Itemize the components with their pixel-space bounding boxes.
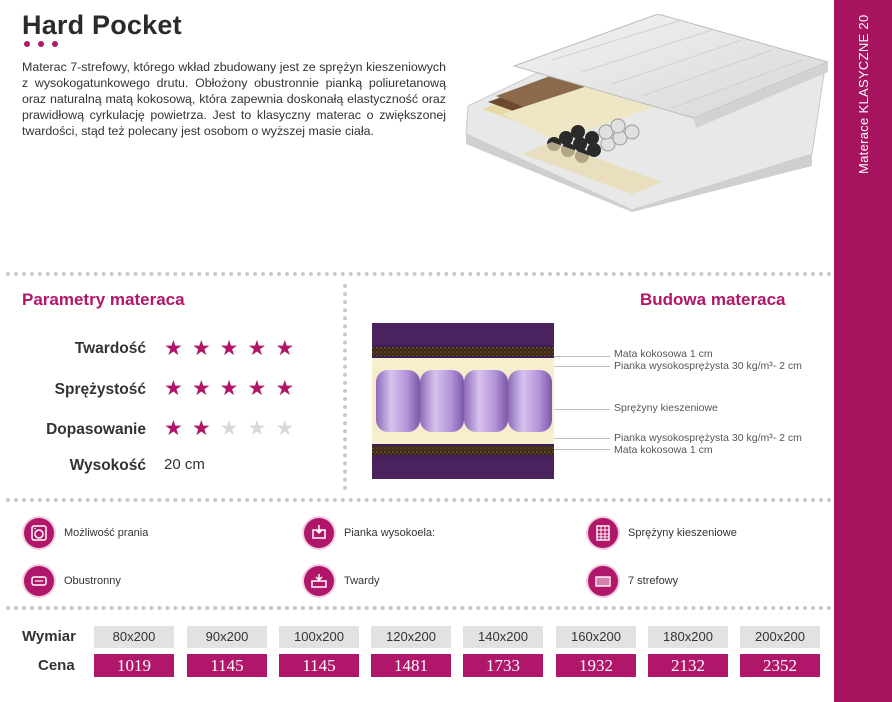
product-description: Materac 7-strefowy, którego wkład zbudowany jest ze sprężyn kieszeniowych z wysokogatunkowego drutu. Obłożony obustronnie pianką poliuretanową oraz naturalną matą kokosową, która zapewnia doskonałą elastyczność oraz prawidłową cyrkulację powietrza. Jest to klasyczny materac o zwiększonej twardości, stąd też polecany jest osobom o wyższej masie ciała. xyxy=(22,60,446,138)
layers-diagram xyxy=(372,323,554,479)
price-cell: 2132 xyxy=(648,654,728,677)
star-filled-icon: ★ xyxy=(247,337,267,360)
star-filled-icon: ★ xyxy=(164,377,183,400)
layer-label-5: Mata kokosowa 1 cm xyxy=(614,444,713,456)
parameters-heading: Parametry materaca xyxy=(22,290,185,309)
star-filled-icon: ★ xyxy=(275,377,295,400)
washing-machine-icon xyxy=(24,518,54,548)
feature-label: Możliwość prania xyxy=(64,527,149,539)
hardness-icon xyxy=(304,566,334,596)
layer-label-2: Pianka wysokosprężysta 30 kg/m³- 2 cm xyxy=(614,360,802,372)
layer-label-4: Pianka wysokosprężysta 30 kg/m³- 2 cm xyxy=(614,432,802,444)
feature-label: 7 strefowy xyxy=(628,575,679,587)
construction-heading: Budowa materaca xyxy=(640,290,786,309)
size-cell: 120x200 xyxy=(371,626,451,648)
param-label-height: Wysokość xyxy=(69,457,146,474)
feature-pocket-springs xyxy=(588,518,737,548)
price-cell: 1932 xyxy=(556,654,636,677)
rating-fit xyxy=(164,418,294,439)
star-filled-icon: ★ xyxy=(191,377,211,400)
param-label-hardness: Twardość xyxy=(74,340,146,357)
star-empty-icon: ★ xyxy=(275,417,295,440)
layer-label-1: Mata kokosowa 1 cm xyxy=(614,348,713,360)
feature-label: Pianka wysokoela: xyxy=(344,527,436,539)
feature-label: Obustronny xyxy=(64,575,121,587)
size-cell: 200x200 xyxy=(740,626,820,648)
foam-icon xyxy=(304,518,334,548)
star-filled-icon: ★ xyxy=(219,377,239,400)
price-cell: 2352 xyxy=(740,654,820,677)
size-cell: 100x200 xyxy=(279,626,359,648)
size-cell: 140x200 xyxy=(463,626,543,648)
layer-leader-1 xyxy=(554,356,610,357)
separator-vertical xyxy=(343,284,347,490)
size-cell: 180x200 xyxy=(648,626,728,648)
feature-label: Twardy xyxy=(344,575,380,587)
mattress-illustration xyxy=(462,14,828,212)
layer-leader-2 xyxy=(554,366,610,367)
size-cell: 90x200 xyxy=(187,626,267,648)
rating-elasticity xyxy=(164,378,294,399)
double-sided-icon xyxy=(24,566,54,596)
star-filled-icon: ★ xyxy=(191,337,211,360)
size-cell: 80x200 xyxy=(94,626,174,648)
layer-leader-4 xyxy=(554,438,610,439)
size-row-label: Wymiar xyxy=(22,628,76,645)
feature-double-sided xyxy=(24,566,121,596)
title-dots xyxy=(24,41,58,47)
layer-label-3: Sprężyny kieszeniowe xyxy=(614,402,718,414)
category-sidebar-label-wrap xyxy=(834,0,892,702)
param-label-fit: Dopasowanie xyxy=(46,421,146,438)
layer-leader-5 xyxy=(554,449,610,450)
price-cell: 1019 xyxy=(94,654,174,677)
feature-zones xyxy=(588,566,678,596)
product-title: Hard Pocket xyxy=(22,10,182,40)
pocket-springs-icon xyxy=(588,518,618,548)
feature-label: Sprężyny kieszeniowe xyxy=(628,527,737,539)
price-cell: 1733 xyxy=(463,654,543,677)
star-filled-icon: ★ xyxy=(275,337,295,360)
param-label-elasticity: Sprężystość xyxy=(54,381,146,398)
star-filled-icon: ★ xyxy=(191,417,211,440)
price-cell: 1145 xyxy=(279,654,359,677)
category-label: Materace KLASYCZNE 20 xyxy=(855,14,871,174)
separator-2 xyxy=(6,498,832,502)
param-value-height: 20 cm xyxy=(164,456,205,473)
price-row-label: Cena xyxy=(38,657,75,674)
star-empty-icon: ★ xyxy=(219,417,239,440)
rating-hardness xyxy=(164,338,294,359)
star-filled-icon: ★ xyxy=(164,337,183,360)
layer-leader-3 xyxy=(554,409,610,410)
separator-1 xyxy=(6,272,832,276)
zones-icon xyxy=(588,566,618,596)
price-cell: 1145 xyxy=(187,654,267,677)
star-empty-icon: ★ xyxy=(247,417,267,440)
star-filled-icon: ★ xyxy=(247,377,267,400)
price-cell: 1481 xyxy=(371,654,451,677)
star-filled-icon: ★ xyxy=(164,417,183,440)
feature-foam xyxy=(304,518,435,548)
feature-washable xyxy=(24,518,148,548)
size-cell: 160x200 xyxy=(556,626,636,648)
separator-3 xyxy=(6,606,832,610)
star-filled-icon: ★ xyxy=(219,337,239,360)
feature-hard xyxy=(304,566,379,596)
